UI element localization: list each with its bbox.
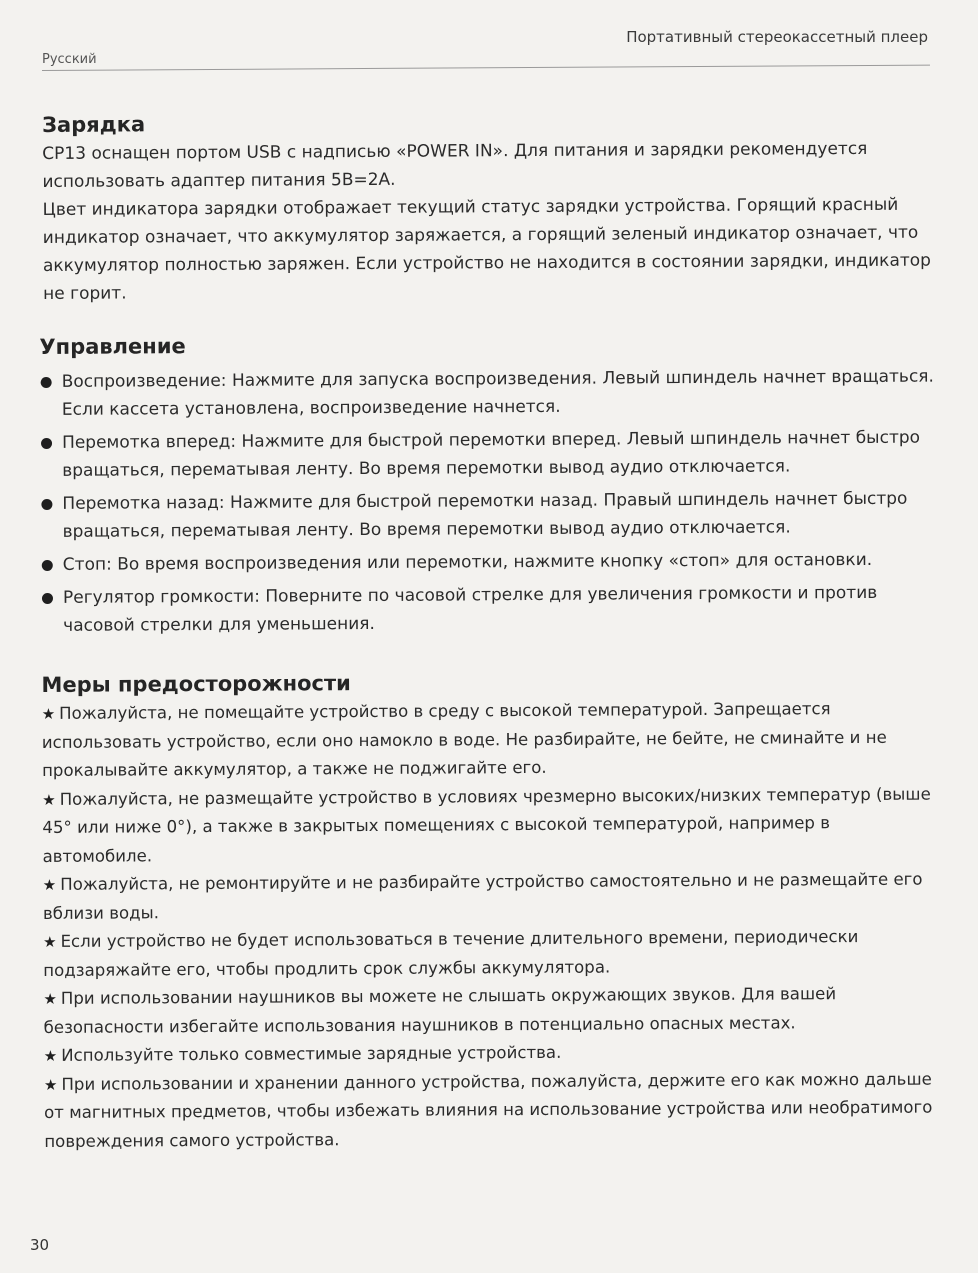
- charging-title: Зарядка: [42, 112, 146, 137]
- star-icon: ★: [42, 790, 56, 809]
- charging-paragraph-2: Цвет индикатора зарядки отображает текущий статус зарядки устройства. Горящий красный индикатор означает, что аккумулятор заряжается, а горящий зеленый индикатор означает, что аккумулятор полностью заряжен. Если устройство не находится в состоянии зарядки, индикатор не горит.: [42, 194, 931, 304]
- precaution-text: Пожалуйста, не размещайте устройство в условиях чрезмерно высоких/низких температур (выше 45° или ниже 0°), а также в закрытых помещениях с высокой температурой, например в автомобиле.: [42, 784, 931, 866]
- star-icon: ★: [43, 989, 57, 1008]
- precautions-list: [42, 694, 947, 1156]
- precaution-text: Если устройство не будет использоваться в течение длительного времени, периодически подзаряжайте его, чтобы продлить срок службы аккумулятора.: [43, 927, 859, 980]
- controls-list: [40, 362, 944, 640]
- controls-item-text: Стоп: Во время воспроизведения или перемотки, нажмите кнопку «стоп» для остановки.: [62, 549, 873, 575]
- precaution-text: Используйте только совместимые зарядные устройства.: [61, 1042, 562, 1065]
- precaution-item: [43, 865, 945, 928]
- controls-title: Управление: [39, 334, 186, 359]
- controls-item-fast-forward: [40, 423, 942, 485]
- controls-item-volume: [41, 578, 943, 640]
- precaution-item: [44, 1065, 947, 1156]
- controls-item-text: Регулятор громкости: Поверните по часовой стрелке для увеличения громкости и против часовой стрелки для уменьшения.: [62, 582, 878, 636]
- star-icon: ★: [43, 1046, 58, 1065]
- precaution-item: [43, 979, 945, 1042]
- controls-section: [39, 326, 943, 645]
- controls-item-play: [40, 362, 942, 424]
- precaution-text: При использовании наушников вы можете не слышать окружающих звуков. Для вашей безопасности избегайте использования наушников в потенциально опасных местах.: [43, 984, 837, 1037]
- star-icon: ★: [41, 704, 56, 723]
- page-number: 30: [30, 1236, 50, 1254]
- bullet-dot-icon: [42, 593, 53, 604]
- controls-item-text: Воспроизведение: Нажмите для запуска воспроизведения. Левый шпиндель начнет вращаться. Если кассета установлена, воспроизведение начнется.: [61, 366, 934, 420]
- header-divider: [42, 65, 930, 71]
- precautions-section: [41, 664, 946, 1156]
- bullet-dot-icon: [41, 438, 52, 449]
- header-product-title: Портативный стереокассетный плеер: [626, 28, 928, 46]
- controls-item-text: Перемотка назад: Нажмите для быстрой перемотки назад. Правый шпиндель начнет быстро вращаться, перематывая ленту. Во время перемотки вывод аудио отключается.: [62, 488, 908, 542]
- bullet-dot-icon: [41, 499, 52, 510]
- precaution-text: При использовании и хранении данного устройства, пожалуйста, держите его как можно дальше от магнитных предметов, чтобы избежать влияния на использование устройства или необратимого повреждения самого устройства.: [44, 1069, 933, 1151]
- star-icon: ★: [43, 1075, 58, 1094]
- precaution-item: [42, 694, 945, 785]
- precautions-title: Меры предосторожности: [41, 671, 351, 697]
- header-language: Русский: [42, 52, 97, 67]
- bullet-dot-icon: [42, 560, 53, 571]
- precaution-text: Пожалуйста, не помещайте устройство в среду с высокой температурой. Запрещается использовать устройство, если оно намокло в воде. Не разбирайте, не бейте, не сминайте и не прокалывайте аккумулятор, а также не поджигайте его.: [41, 699, 887, 780]
- precaution-item: [43, 922, 945, 985]
- star-icon: ★: [42, 875, 57, 894]
- controls-item-rewind: [40, 484, 942, 546]
- charging-section: [42, 105, 933, 308]
- charging-paragraph-1: CP13 оснащен портом USB с надписью «POWER IN». Для питания и зарядки рекомендуется использовать адаптер питания 5В=2А.: [42, 138, 868, 192]
- controls-item-stop: [41, 545, 943, 579]
- controls-item-text: Перемотка вперед: Нажмите для быстрой перемотки вперед. Левый шпиндель начнет быстро вращаться, перематывая ленту. Во время перемотки вывод аудио отключается.: [61, 427, 921, 481]
- precaution-text: Пожалуйста, не ремонтируйте и не разбирайте устройство самостоятельно и не размещайте его вблизи воды.: [42, 869, 923, 923]
- star-icon: ★: [43, 932, 57, 951]
- bullet-dot-icon: [41, 377, 52, 388]
- page-content: [38, 104, 940, 1151]
- precaution-item: [42, 780, 945, 871]
